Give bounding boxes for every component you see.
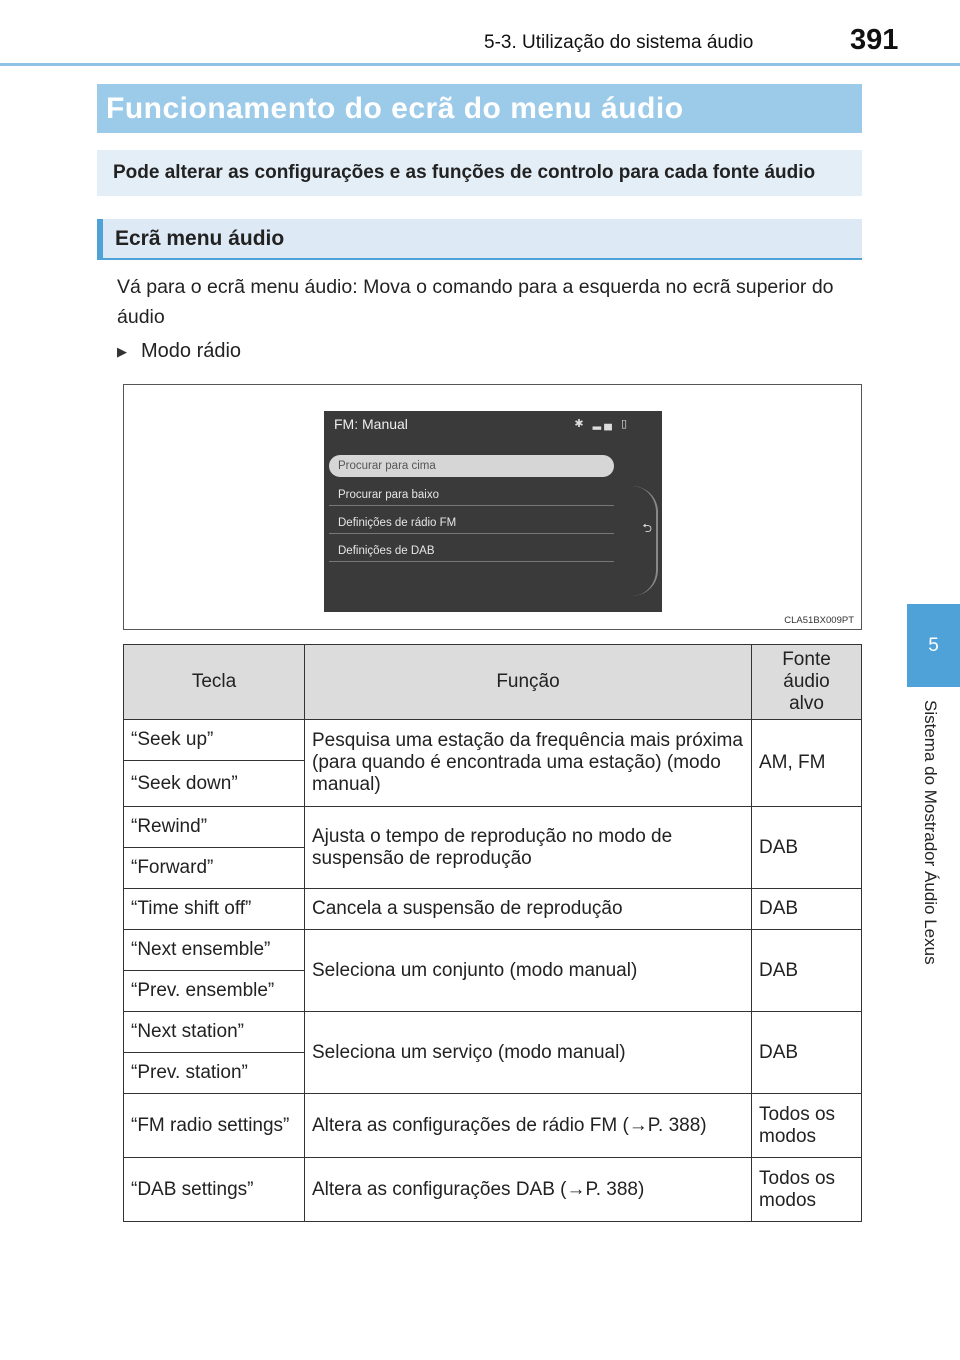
function-cell: Seleciona um serviço (modo manual) [305, 1012, 752, 1094]
source-cell: AM, FM [752, 720, 862, 807]
audio-menu-screen [324, 411, 662, 612]
table-row [124, 1012, 862, 1053]
menu-item-dab-settings[interactable]: Definições de DAB [329, 540, 614, 562]
table-row [124, 720, 862, 761]
status-icons: ✱ ▂▄ ▯ [574, 418, 630, 430]
bullet-item [117, 340, 241, 363]
function-cell: Ajusta o tempo de reprodução no modo de suspensão de reprodução [305, 807, 752, 889]
source-cell: DAB [752, 930, 862, 1012]
function-table [123, 644, 862, 1222]
table-row [124, 807, 862, 848]
body-paragraph: Vá para o ecrã menu áudio: Mova o comando para a esquerda no ecrã superior do áudio [117, 276, 834, 328]
source-cell: DAB [752, 807, 862, 889]
function-cell: Seleciona um conjunto (modo manual) [305, 930, 752, 1012]
function-cell: Cancela a suspensão de reprodução [305, 889, 752, 930]
chapter-title: Sistema do Mostrador Áudio Lexus [921, 700, 940, 965]
menu-item-seek-down[interactable]: Procurar para baixo [329, 484, 614, 506]
bullet-label: Modo rádio [141, 340, 242, 362]
section-heading: Ecrã menu áudio [97, 219, 862, 260]
key-cell: “Prev. station” [124, 1053, 305, 1094]
source-cell: DAB [752, 1012, 862, 1094]
header-source: Fonte áudio alvo [752, 645, 862, 720]
key-cell: “Seek down” [124, 761, 305, 807]
menu-item-fm-settings[interactable]: Definições de rádio FM [329, 512, 614, 534]
key-cell: “Seek up” [124, 720, 305, 761]
source-cell: Todos os modos [752, 1094, 862, 1158]
table-row [124, 889, 862, 930]
menu-item-seek-up[interactable]: Procurar para cima [329, 455, 614, 477]
screen-title: FM: Manual [334, 416, 408, 432]
summary-box: Pode alterar as configurações e as funções de controlo para cada fonte áudio [97, 150, 862, 196]
table-row [124, 930, 862, 971]
chapter-tab: 5 [907, 604, 960, 687]
key-cell: “Forward” [124, 848, 305, 889]
key-cell: “Time shift off” [124, 889, 305, 930]
back-icon[interactable]: ⮌ [642, 521, 652, 535]
source-cell: Todos os modos [752, 1158, 862, 1222]
source-cell: DAB [752, 889, 862, 930]
key-cell: “Rewind” [124, 807, 305, 848]
key-cell: “Next station” [124, 1012, 305, 1053]
table-row [124, 1158, 862, 1222]
page-number: 391 [850, 24, 899, 56]
figure-code: CLA51BX009PT [784, 615, 854, 626]
function-cell: Altera as configurações DAB (→P. 388) [305, 1158, 752, 1222]
triangle-bullet-icon: ▶ [117, 343, 127, 359]
page-title: Funcionamento do ecrã do menu áudio [97, 84, 862, 133]
header-key: Tecla [124, 645, 305, 720]
table-header-row [124, 645, 862, 720]
function-cell: Altera as configurações de rádio FM (→P. 388) [305, 1094, 752, 1158]
screen-figure [123, 384, 862, 630]
header-section-title: 5-3. Utilização do sistema áudio [484, 32, 754, 53]
key-cell: “FM radio settings” [124, 1094, 305, 1158]
table-row [124, 1094, 862, 1158]
key-cell: “DAB settings” [124, 1158, 305, 1222]
key-cell: “Next ensemble” [124, 930, 305, 971]
screen-edge-curve [632, 486, 658, 596]
key-cell: “Prev. ensemble” [124, 971, 305, 1012]
function-cell: Pesquisa uma estação da frequência mais próxima (para quando é encontrada uma estação) (modo manual) [305, 720, 752, 807]
header-divider [0, 63, 960, 66]
header-function: Função [305, 645, 752, 720]
